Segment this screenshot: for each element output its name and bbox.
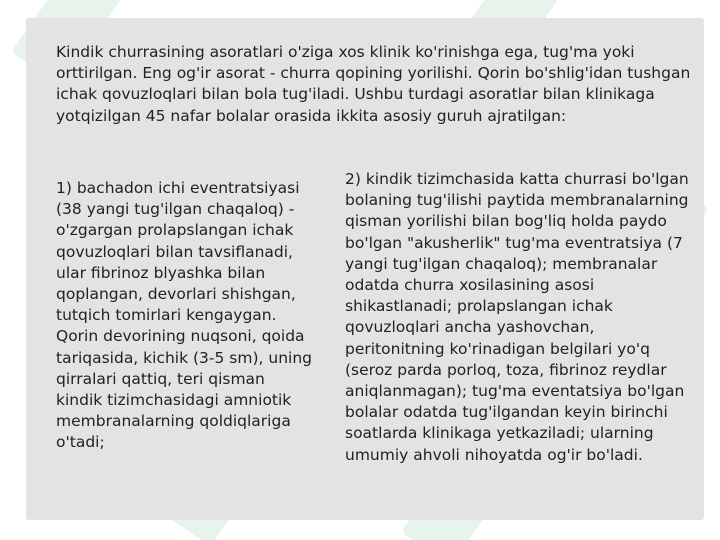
group-1-paragraph: 1) bachadon ichi eventratsiyasi (38 yangi tug'ilgan chaqaloq) - o'zgargan prolapslangan ichak qovuzloqlari bilan tavsiflanadi, ular fibrinoz blyashka bilan qoplangan, devorlari shishgan, tutqich tomirlari kengaygan. Qorin devorining nuqsoni, qoida tariqasida, kichik (3-5 sm), uning qirralari qattiq, teri qisman kindik tizimchasidagi amniotik membranalarning qoldiqlariga o'tadi;	[56, 179, 312, 452]
group-2-paragraph: 2) kindik tizimchasida katta churrasi bo'lgan bolaning tug'ilishi paytida membranalarning qisman yorilishi bilan bog'liq holda paydo bo'lgan "akusherlik" tug'ma eventratsiya (7 yangi tug'ilgan chaqaloq); membranalar odatda churra xosilasining asosi shikastlanadi; prolapslangan ichak qovuzloqlari ancha yashovchan, peritonitning ko'rinadigan belgilari yo'q (seroz parda porloq, toza, fibrinoz reydlar aniqlanmagan); tug'ma eventatsiya bo'lgan bolalar odatda tug'ilgandan keyin birinchi soatlarda klinikaga yetkaziladi; ularning umumiy ahvoli nihoyatda og'ir bo'ladi.	[345, 170, 689, 464]
intro-paragraph: Kindik churrasining asoratlari o'ziga xos klinik ko'rinishga ega, tug'ma yoki orttirilgan. Eng og'ir asorat - churra qopining yorilishi. Qorin bo'shlig'idan tushgan ichak qovuzloqlari bilan bola tug'iladi. Ushbu turdagi asoratlar bilan klinikaga yotqizilgan 45 nafar bolalar orasida ikkita asosiy guruh ajratilgan:	[56, 43, 691, 125]
